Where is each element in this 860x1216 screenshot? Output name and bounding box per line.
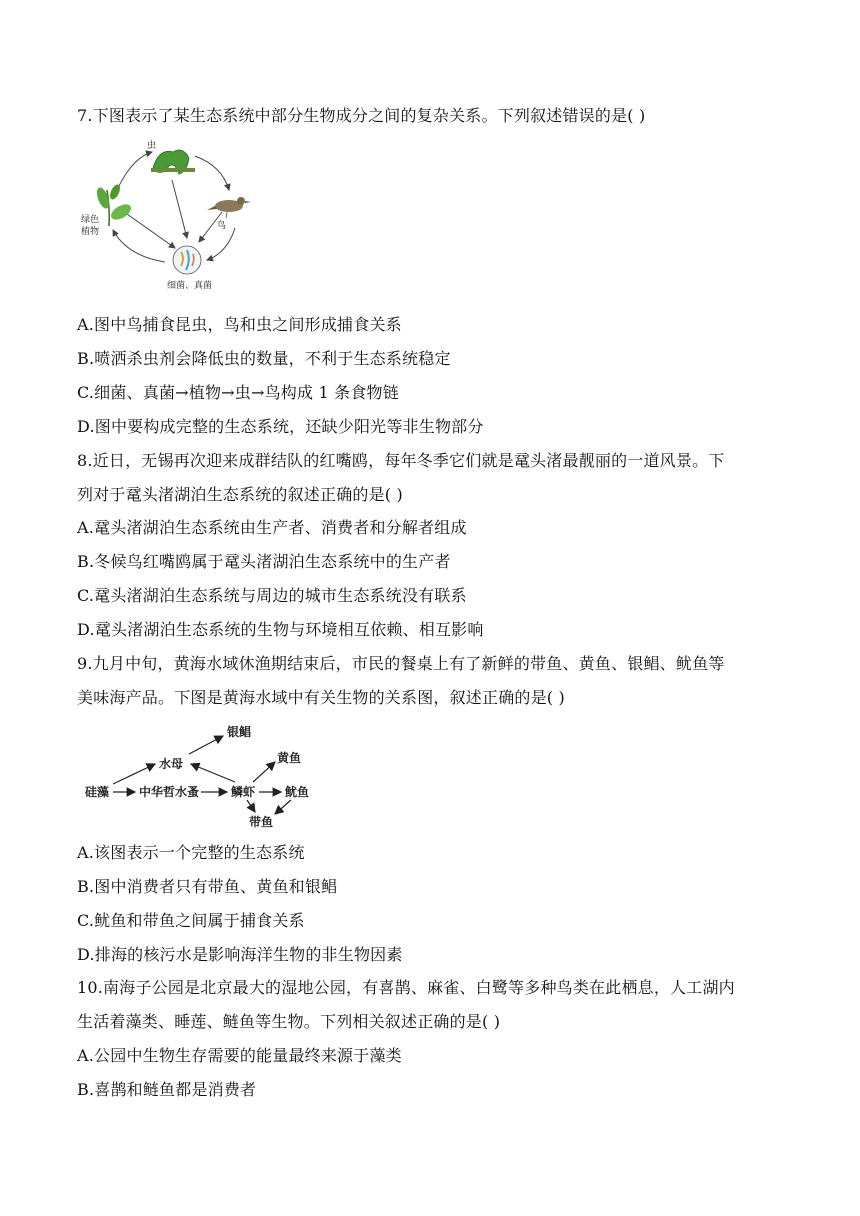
q9-node-pomfret: 银鲳 xyxy=(227,725,252,739)
q8-option-a: A.鼋头渚湖泊生态系统由生产者、消费者和分解者组成 xyxy=(77,518,467,537)
q7-figure xyxy=(77,138,277,292)
q9-node-diatom: 硅藻 xyxy=(85,785,110,799)
q8-stem-line-2: 列对于鼋头渚湖泊生态系统的叙述正确的是( ) xyxy=(77,485,403,504)
q9-node-jellyfish: 水母 xyxy=(159,757,184,771)
bird-drawing xyxy=(207,197,251,218)
q7-option-a: A.图中鸟捕食昆虫，鸟和虫之间形成捕食关系 xyxy=(77,315,402,334)
q7-label-decomposer: 细菌、真菌 xyxy=(167,281,213,291)
decomposer-drawing xyxy=(173,246,201,274)
q9-option-d: D.排海的核污水是影响海洋生物的非生物因素 xyxy=(77,945,403,964)
q7-label-plant-2: 植物 xyxy=(81,227,100,237)
q9-option-c: C.鱿鱼和带鱼之间属于捕食关系 xyxy=(77,911,305,930)
q7-label-plant-1: 绿色 xyxy=(81,215,100,225)
q9-option-b: B.图中消费者只有带鱼、黄鱼和银鲳 xyxy=(77,877,338,896)
q8-option-c: C.鼋头渚湖泊生态系统与周边的城市生态系统没有联系 xyxy=(77,586,467,605)
q10-stem-line-2: 生活着藻类、睡莲、鲢鱼等生物。下列相关叙述正确的是( ) xyxy=(77,1012,501,1031)
q7-option-b: B.喷洒杀虫剂会降低虫的数量，不利于生态系统稳定 xyxy=(77,349,451,368)
q8-option-b: B.冬候鸟红嘴鸥属于鼋头渚湖泊生态系统中的生产者 xyxy=(77,552,451,571)
q7-option-d: D.图中要构成完整的生态系统，还缺少阳光等非生物部分 xyxy=(77,417,484,436)
insect-drawing xyxy=(151,150,195,174)
q7-label-insect: 虫 xyxy=(147,141,157,151)
q7-label-bird: 鸟 xyxy=(217,221,227,231)
q9-stem-line-1: 9.九月中旬，黄海水域休渔期结束后，市民的餐桌上有了新鲜的带鱼、黄鱼、银鲳、鱿鱼等 xyxy=(77,654,725,673)
q8-option-d: D.鼋头渚湖泊生态系统的生物与环境相互依赖、相互影响 xyxy=(77,620,484,639)
q9-node-hairtail: 带鱼 xyxy=(249,815,274,829)
q9-food-web xyxy=(77,718,327,832)
q9-node-croaker: 黄鱼 xyxy=(277,751,302,765)
q9-node-squid: 鱿鱼 xyxy=(285,785,310,799)
q9-node-krill: 鳞虾 xyxy=(231,785,256,799)
q7-option-c: C.细菌、真菌→植物→虫→鸟构成 1 条食物链 xyxy=(77,383,399,402)
plant-drawing xyxy=(95,183,134,226)
q10-stem-line-1: 10.南海子公园是北京最大的湿地公园，有喜鹊、麻雀、白鹭等多种鸟类在此栖息，人工湖内 xyxy=(77,978,735,997)
q9-option-a: A.该图表示一个完整的生态系统 xyxy=(77,843,305,862)
q9-node-copepod: 中华哲水蚤 xyxy=(139,785,200,799)
q8-stem-line-1: 8.近日，无锡再次迎来成群结队的红嘴鸥，每年冬季它们就是鼋头渚最靓丽的一道风景。下 xyxy=(77,451,725,470)
q10-option-a: A.公园中生物生存需要的能量最终来源于藻类 xyxy=(77,1046,402,1065)
q7-stem: 7.下图表示了某生态系统中部分生物成分之间的复杂关系。下列叙述错误的是( ) xyxy=(77,106,646,125)
q10-option-b: B.喜鹊和鲢鱼都是消费者 xyxy=(77,1080,257,1099)
q9-stem-line-2: 美味海产品。下图是黄海水域中有关生物的关系图，叙述正确的是( ) xyxy=(77,688,565,707)
